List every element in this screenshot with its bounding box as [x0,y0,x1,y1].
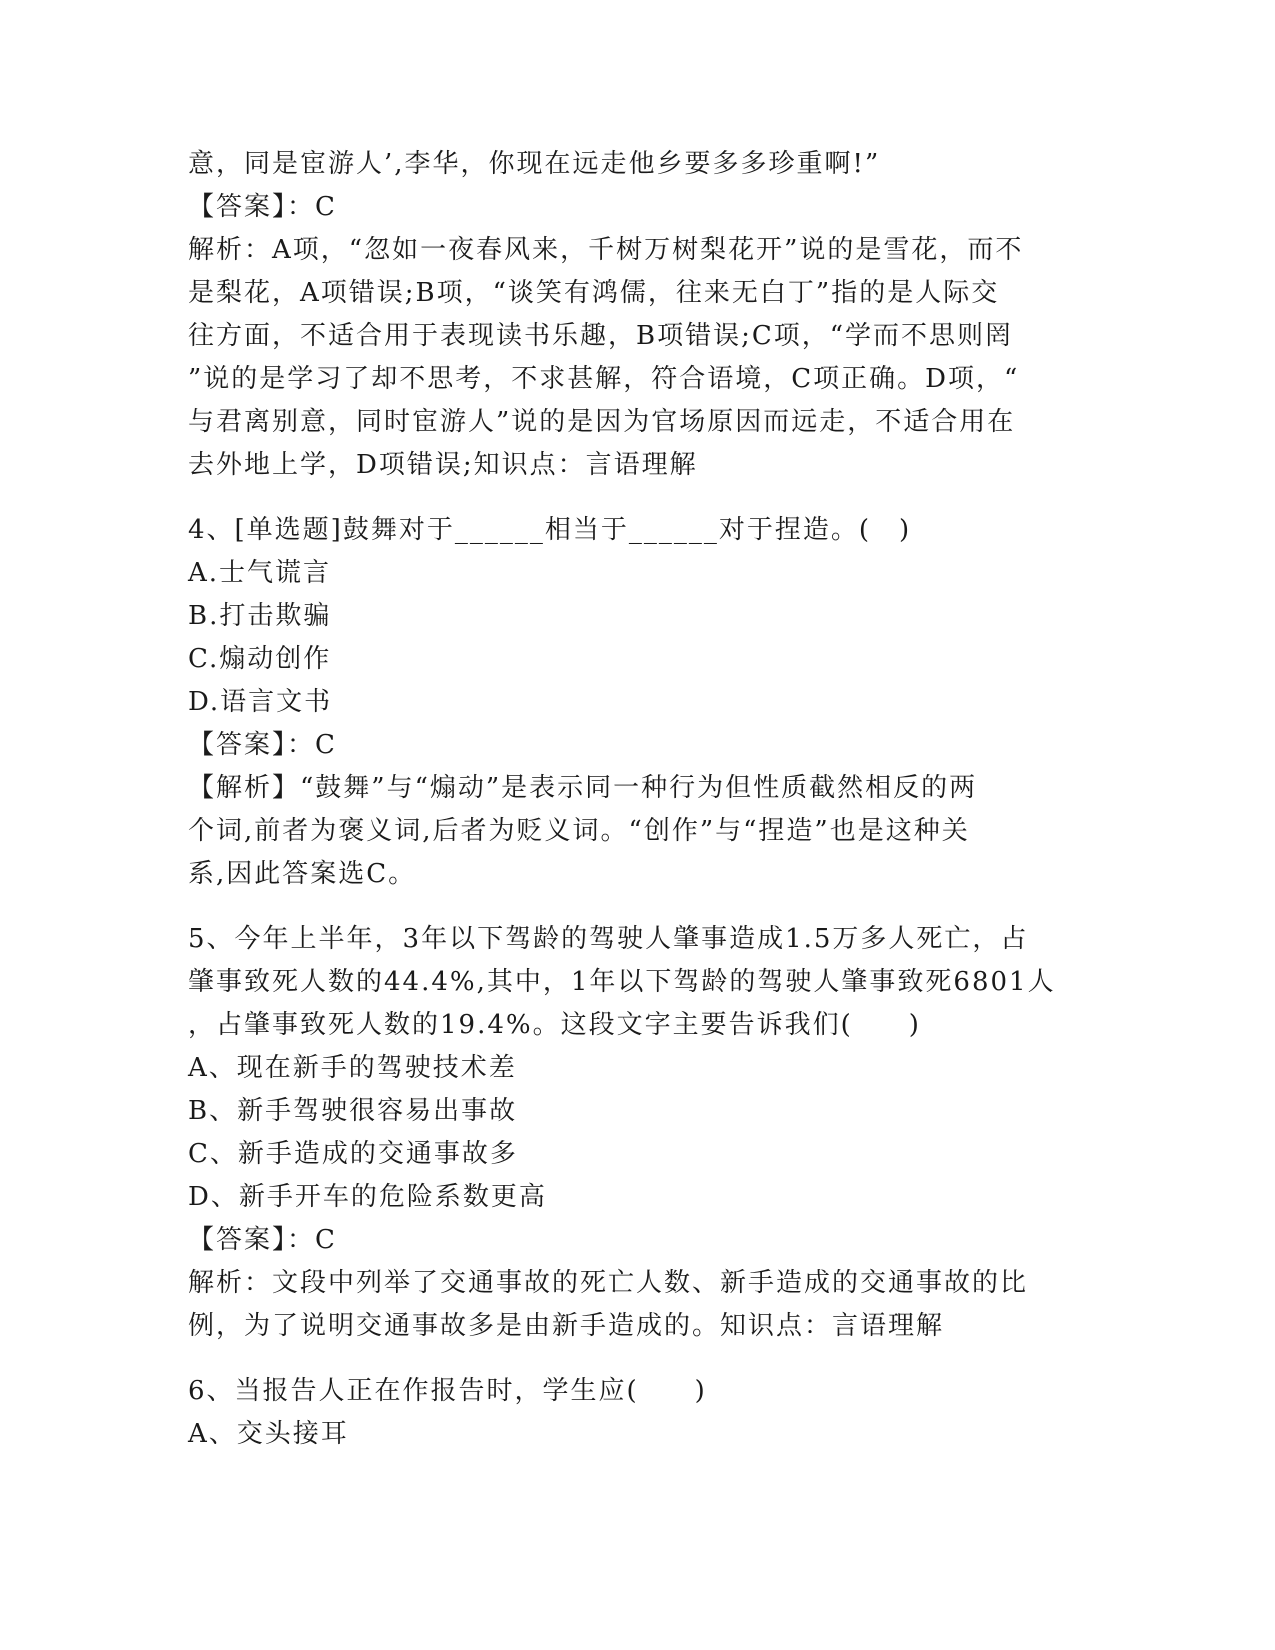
question-6 [188,1370,1088,1456]
question-6-option-a: A、交头接耳 [188,1419,349,1449]
question-5-option-a: A、现在新手的驾驶技术差 [188,1053,517,1083]
question-4-analysis-line: 系,因此答案选C。 [188,859,417,889]
question-5-option-d: D、新手开车的危险系数更高 [188,1182,547,1212]
question-6-stem: 6、当报告人正在作报告时，学生应( ) [188,1376,707,1406]
question-4-answer: 【答案】：C [188,730,337,760]
question-5-stem-line: ，占肇事致死人数的19.4%。这段文字主要告诉我们( ) [188,1010,921,1040]
question-3-analysis-line: 解析：A项，“忽如一夜春风来，千树万树梨花开”说的是雪花，而不 [188,235,1024,265]
question-5-analysis-line: 例，为了说明交通事故多是由新手造成的。知识点：言语理解 [188,1311,945,1341]
question-3-answer: 【答案】：C [188,192,337,222]
question-3-analysis-line: 是梨花，A项错误;B项，“谈笑有鸿儒，往来无白丁”指的是人际交 [188,278,1000,308]
paragraph-gap [188,896,1088,918]
question-3-analysis-line: ”说的是学习了却不思考，不求甚解，符合语境，C项正确。D项，“ [188,364,1020,394]
question-3-analysis-line: 往方面，不适合用于表现读书乐趣，B项错误;C项，“学而不思则罔 [188,321,1014,351]
question-3-analysis-line: 去外地上学，D项错误;知识点：言语理解 [188,450,698,480]
paragraph-gap [188,1348,1088,1370]
question-3-tail [188,143,1088,487]
question-3-analysis-line: 与君离别意，同时宦游人”说的是因为官场原因而远走，不适合用在 [188,407,1016,437]
question-5-analysis-line: 解析：文段中列举了交通事故的死亡人数、新手造成的交通事故的比 [188,1268,1029,1298]
question-5-option-b: B、新手驾驶很容易出事故 [188,1096,518,1126]
question-5-stem-line: 5、今年上半年，3年以下驾龄的驾驶人肇事造成1.5万多人死亡，占 [188,924,1029,954]
question-3-text-line: 意，同是宦游人’,李华，你现在远走他乡要多多珍重啊!” [188,149,881,179]
page-content [188,143,1088,1456]
question-4 [188,509,1088,896]
question-5-answer: 【答案】：C [188,1225,337,1255]
question-4-analysis-line: 【解析】“鼓舞”与“煽动”是表示同一种行为但性质截然相反的两 [188,773,978,803]
paragraph-gap [188,487,1088,509]
question-4-stem: 4、[单选题]鼓舞对于______相当于______对于捏造。( ) [188,515,912,545]
question-5 [188,918,1088,1348]
question-4-option-d: D.语言文书 [188,687,333,717]
question-4-option-b: B.打击欺骗 [188,601,332,631]
question-4-option-c: C.煽动创作 [188,644,332,674]
question-4-analysis-line: 个词,前者为褒义词,后者为贬义词。“创作”与“捏造”也是这种关 [188,816,970,846]
question-5-stem-line: 肇事致死人数的44.4%,其中，1年以下驾龄的驾驶人肇事致死6801人 [188,967,1056,997]
question-4-option-a: A.士气谎言 [188,558,332,588]
question-5-option-c: C、新手造成的交通事故多 [188,1139,518,1169]
